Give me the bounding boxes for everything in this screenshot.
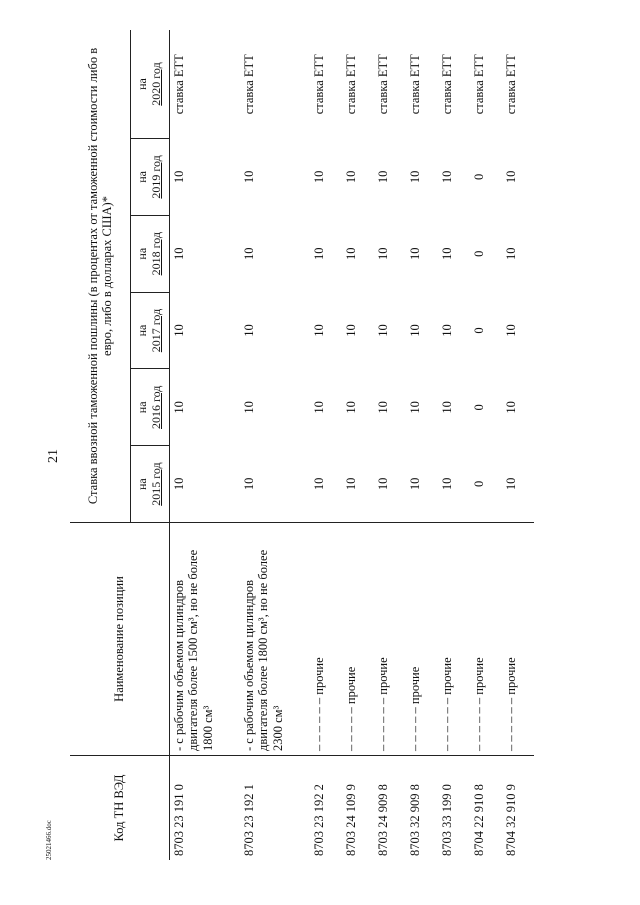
rate-2016: 10: [172, 401, 186, 414]
row-code: 8703 23 191 0: [170, 756, 241, 861]
header-year-2019: на 2019 год: [131, 139, 170, 216]
rate-2018: 10: [504, 247, 518, 260]
rate-2016: 10: [440, 401, 454, 414]
rate-2019: 10: [344, 170, 358, 184]
rate-2018: 10: [242, 247, 256, 260]
row-name: – – – – – прочие: [406, 523, 438, 756]
tariff-table: [70, 30, 534, 860]
rotated-page-area: [70, 30, 562, 860]
rate-2015: 10: [344, 477, 358, 491]
rate-2020: ставка ЕТТ: [172, 54, 186, 115]
row-code: 8704 22 910 8: [470, 756, 502, 861]
rate-2017: 10: [376, 324, 390, 337]
header-name: Наименование позиции: [70, 523, 170, 756]
rate-2015: 10: [312, 477, 326, 491]
rate-2019: 10: [504, 170, 518, 184]
row-code: 8703 24 109 9: [342, 756, 374, 861]
row-name: – – – – – – прочие: [310, 523, 342, 756]
rate-2017: 10: [408, 324, 422, 337]
rate-2015: 10: [376, 477, 390, 491]
rate-2017: 10: [504, 324, 518, 337]
header-year-2015: на 2015 год: [131, 446, 170, 523]
rate-2016: 10: [376, 401, 390, 414]
rate-2018: 10: [172, 247, 186, 260]
row-code: 8703 24 909 8: [374, 756, 406, 861]
table-row: [502, 30, 534, 860]
rate-2020: ставка ЕТТ: [472, 54, 486, 115]
header-year-2020: на 2020 год: [131, 30, 170, 139]
document-reference: 25021466.doc: [45, 820, 53, 860]
rate-2018: 10: [440, 247, 454, 260]
rate-2015: 10: [440, 477, 454, 491]
row-name: – – – – – прочие: [342, 523, 374, 756]
table-row: [438, 30, 470, 860]
table-row: [470, 30, 502, 860]
row-name: – – – – – – прочие: [470, 523, 502, 756]
row-code: 8704 32 910 9: [502, 756, 534, 861]
rate-2016: 10: [242, 401, 256, 414]
rate-2015: 10: [242, 477, 256, 491]
rate-2019: 10: [376, 170, 390, 184]
table-row: [240, 30, 310, 860]
page-number: 21: [46, 449, 61, 463]
rate-2020: ставка ЕТТ: [242, 54, 256, 115]
header-year-2017: на 2017 год: [131, 292, 170, 369]
rate-2019: 10: [440, 170, 454, 184]
row-name: - с рабочим объемом цилиндров двигателя более 1800 см³, но не более 2300 см³: [240, 523, 310, 756]
rate-2018: 10: [376, 247, 390, 260]
rate-2018: 10: [312, 247, 326, 260]
rate-2017: 10: [242, 324, 256, 337]
table-row: [310, 30, 342, 860]
rate-2015: 10: [172, 477, 186, 491]
rate-2017: 10: [440, 324, 454, 337]
rate-2015: 10: [408, 477, 422, 491]
row-code: 8703 33 199 0: [438, 756, 470, 861]
row-name: – – – – – – прочие: [438, 523, 470, 756]
table-row: [374, 30, 406, 860]
table-row: [170, 30, 241, 860]
row-name: – – – – – – прочие: [374, 523, 406, 756]
row-code: 8703 23 192 2: [310, 756, 342, 861]
rate-2019: 0: [472, 173, 486, 181]
header-year-2018: на 2018 год: [131, 215, 170, 292]
row-name: - с рабочим объемом цилиндров двигателя более 1500 см³, но не более 1800 см³: [170, 523, 241, 756]
rate-2016: 0: [472, 404, 486, 411]
rate-2016: 10: [312, 401, 326, 414]
rate-2019: 10: [408, 170, 422, 184]
rate-2017: 10: [344, 324, 358, 337]
rate-2018: 0: [472, 250, 486, 257]
rate-2020: ставка ЕТТ: [504, 54, 518, 115]
header-year-2016: на 2016 год: [131, 369, 170, 446]
rate-2016: 10: [344, 401, 358, 414]
rate-2016: 10: [504, 401, 518, 414]
rate-2015: 10: [504, 477, 518, 491]
rate-2020: ставка ЕТТ: [312, 54, 326, 115]
header-code: Код ТН ВЭД: [70, 756, 170, 861]
rate-2017: 10: [172, 324, 186, 337]
rate-2019: 10: [312, 170, 326, 184]
row-name: – – – – – – прочие: [502, 523, 534, 756]
rate-2019: 10: [242, 170, 256, 184]
rate-2019: 10: [172, 170, 186, 184]
rate-2018: 10: [344, 247, 358, 260]
table-row: [342, 30, 374, 860]
table-row: [406, 30, 438, 860]
landscape-content: [70, 30, 562, 860]
rate-2020: ставка ЕТТ: [376, 54, 390, 115]
rate-2017: 0: [472, 327, 486, 334]
rate-2017: 10: [312, 324, 326, 337]
rate-2020: ставка ЕТТ: [408, 54, 422, 115]
rate-2020: ставка ЕТТ: [344, 54, 358, 115]
rate-2018: 10: [408, 247, 422, 260]
rate-2016: 10: [408, 401, 422, 414]
rate-2015: 0: [472, 480, 486, 487]
row-code: 8703 23 192 1: [240, 756, 310, 861]
rate-2020: ставка ЕТТ: [440, 54, 454, 115]
header-rate-group: Ставка ввозной таможенной пошлины (в процентах от таможенной стоимости либо в евро, либо в долларах США)*: [70, 30, 131, 523]
row-code: 8703 32 909 8: [406, 756, 438, 861]
